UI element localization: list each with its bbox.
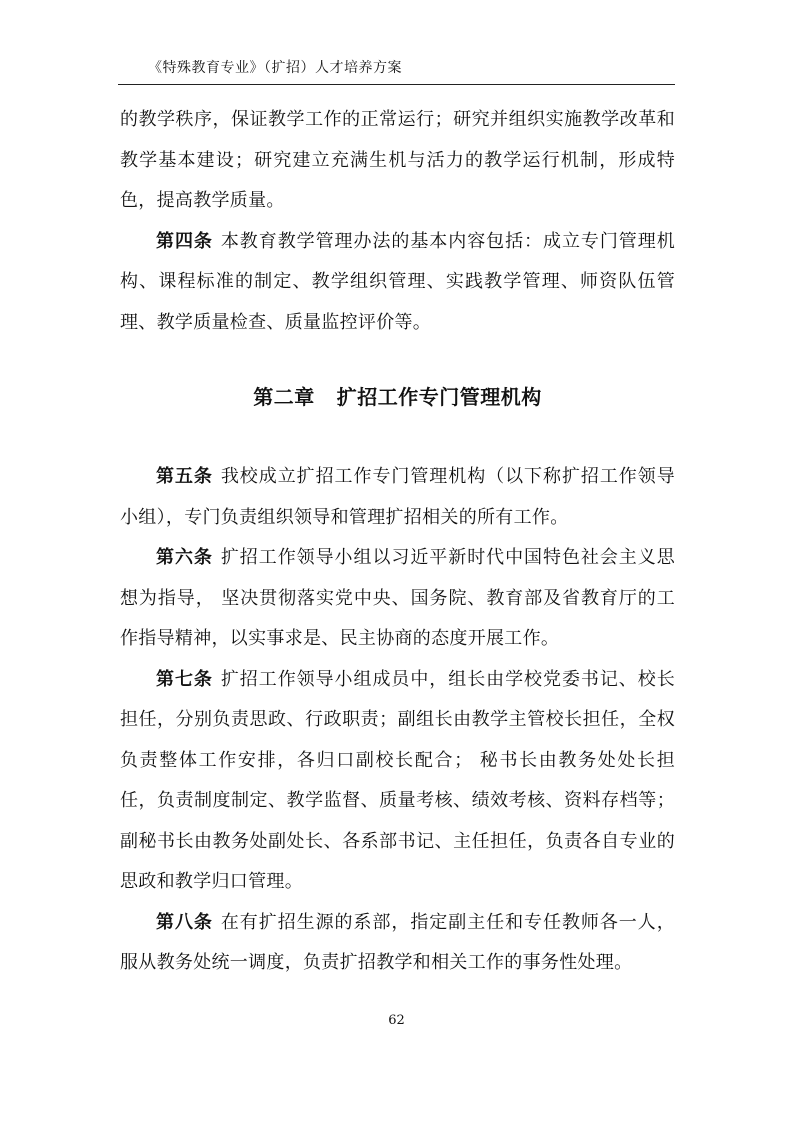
article-8 (120, 903, 675, 984)
article-4 (120, 222, 675, 344)
article-text: 本教育教学管理办法的基本内容包括：成立专门管理机构、课程标准的制定、教学组织管理、实践教学管理、师资队伍管理、教学质量检查、质量监控评价等。 (120, 230, 675, 333)
article-5 (120, 457, 675, 538)
running-header: 《特殊教育专业》（扩招）人才培养方案 (148, 60, 402, 76)
article-label: 第五条 (156, 466, 213, 487)
article-label: 第七条 (156, 668, 213, 690)
paragraph-continuation (120, 100, 675, 222)
article-label: 第四条 (156, 230, 213, 252)
chapter-number: 第二章 (253, 385, 315, 409)
article-text: 我校成立扩招工作专门管理机构（以下称扩招工作领导小组），专门负责组织领导和管理扩招相关的所有工作。 (120, 466, 675, 528)
chapter-title: 扩招工作专门管理机构 (336, 385, 542, 409)
chapter-heading (120, 383, 675, 411)
article-7 (120, 660, 675, 903)
article-label: 第八条 (156, 911, 213, 933)
article-6 (120, 538, 675, 660)
page-number: 62 (388, 1013, 405, 1028)
article-text: 扩招工作领导小组以习近平新时代中国特色社会主义思想为指导， 坚决贯彻落实党中央、国务院、教育部及省教育厅的工作指导精神，以实事求是、民主协商的态度开展工作。 (120, 547, 675, 649)
article-text: 在有扩招生源的系部，指定副主任和专任教师各一人，服从教务处统一调度，负责扩招教学和相关工作的事务性处理。 (120, 911, 675, 973)
paragraph-text: 的教学秩序，保证教学工作的正常运行；研究并组织实施教学改革和教学基本建设；研究建立充满生机与活力的教学运行机制，形成特色，提高教学质量。 (120, 109, 675, 211)
page-body (120, 100, 675, 984)
header-divider (118, 84, 675, 85)
article-label: 第六条 (156, 547, 213, 568)
article-text: 扩招工作领导小组成员中，组长由学校党委书记、校长担任，分别负责思政、行政职责；副组长由教学主管校长担任，全权负责整体工作安排，各归口副校长配合； 秘书长由教务处处长担任，负责制度制定、教学监督、质量考核、绩效考核、资料存档等；副秘书长由教务处副处长、各系部书记、主任担任，负责各自专业的思政和教学归口管理。 (120, 668, 675, 892)
